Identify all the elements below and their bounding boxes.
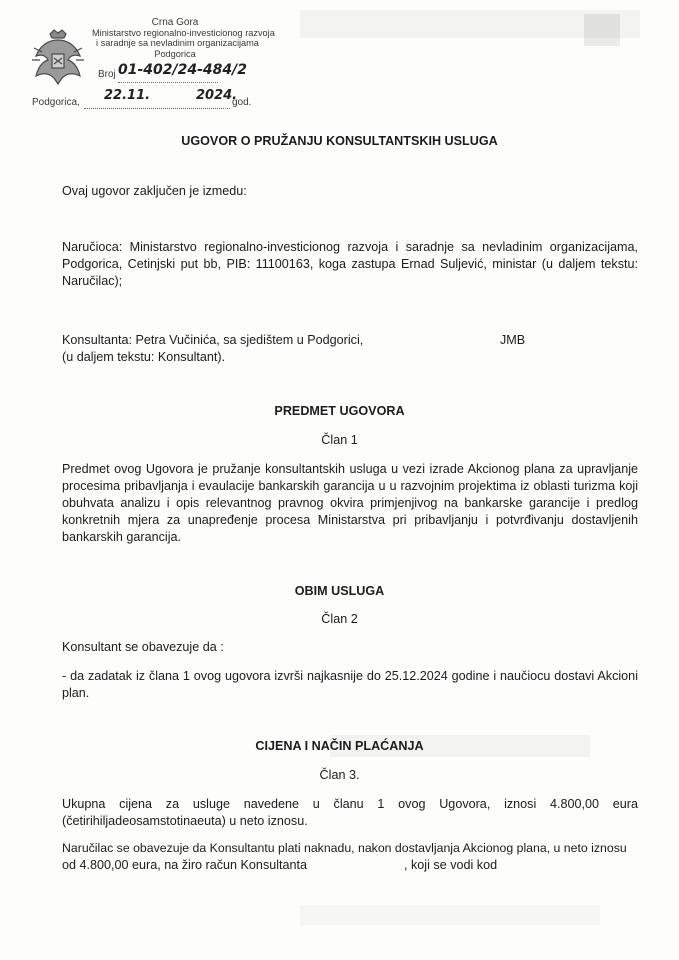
stamp-year-suffix: god.	[232, 97, 252, 108]
scan-artifact	[300, 905, 600, 925]
party-consultant-line2: (u daljem tekstu: Konsultant).	[62, 350, 226, 364]
section3-paragraph2-line1: Naručilac se obavezuje da Konsultantu plati naknadu, nakon dostavljanja Akcionog plana, u neto iznosu	[62, 841, 627, 855]
stamp-ministry-line1: Ministarstvo regionalno-investicionog razvoja	[92, 28, 275, 38]
section3-article: Član 3.	[319, 768, 360, 782]
party-client: Naručioca: Ministarstvo regionalno-investicionog razvoja i saradnje sa nevladinim organizacijama, Podgorica, Cetinjski put bb, PIB: 11100163, koga zastupa Ernad Suljević, ministar (u daljem tekstu: Naručilac);	[62, 240, 638, 288]
section1-article: Član 1	[321, 433, 358, 447]
intro-line: Ovaj ugovor zaključen je izmedu:	[62, 184, 247, 198]
stamp-number-line	[118, 82, 218, 83]
section1-heading: PREDMET UGOVORA	[274, 404, 405, 418]
stamp-number-label: Broj	[98, 69, 116, 80]
stamp-place-label: Podgorica,	[32, 97, 80, 108]
section3-paragraph2-line2a: od 4.800,00 eura, na žiro račun Konsultanta	[62, 858, 308, 872]
section3-heading: CIJENA I NAČIN PLAĆANJA	[255, 739, 424, 753]
stamp-ministry-line2: i saradnje sa nevladinim organizacijama	[96, 38, 259, 48]
section3-paragraph2-line2b: , koji se vodi kod	[404, 858, 498, 872]
redaction	[312, 855, 402, 873]
stamp-date-line	[84, 108, 230, 109]
coat-of-arms-emblem	[28, 26, 88, 88]
section2-heading: OBIM USLUGA	[294, 584, 385, 598]
section2-item: - da zadatak iz člana 1 ovog ugovora izvrši najkasnije do 25.12.2024 godine i naučiocu dostavi Akcioni plan.	[62, 669, 638, 700]
scan-artifact	[584, 14, 620, 46]
section1-text: Predmet ovog Ugovora je pružanje konsultantskih usluga u vezi izrade Akcionog plana za upravljanje procesima pribavljanja i evaulacije bankarskih garancija u u razvojnim projektima iz oblasti turizma koji obuhvata analizu i opis relevantnog pravnog okvira primjenjivog na bankarske garancije i predlog konkretnih mjera za unapređenje procesa Ministarstva pri pribavljanju i potvrđivanju dostavljenih bankarskih garancija.	[62, 462, 638, 544]
section3-paragraph1: Ukupna cijena za usluge navedene u članu 1 ovog Ugovora, iznosi 4.800,00 eura (četirihiljadeosamstotinaeuta) u neto iznosu.	[62, 797, 638, 828]
party-consultant-line1: Konsultanta: Petra Vučinića, sa sjedištem u Podgorici,	[62, 333, 364, 347]
stamp-date-day: 22.11.	[104, 88, 151, 103]
redaction	[532, 330, 640, 348]
stamp-number-handwritten: 01-402/24-484/2	[118, 62, 248, 78]
party-consultant-jmb-label: JMB	[500, 333, 526, 347]
document-title: UGOVOR O PRUŽANJU KONSULTANTSKIH USLUGA	[181, 134, 498, 148]
stamp-city: Podgorica	[154, 49, 196, 59]
stamp-country: Crna Gora	[151, 17, 199, 28]
stamp-date-year: 2024.	[196, 88, 238, 103]
section2-article: Član 2	[321, 612, 358, 626]
section2-intro: Konsultant se obavezuje da :	[62, 640, 224, 654]
